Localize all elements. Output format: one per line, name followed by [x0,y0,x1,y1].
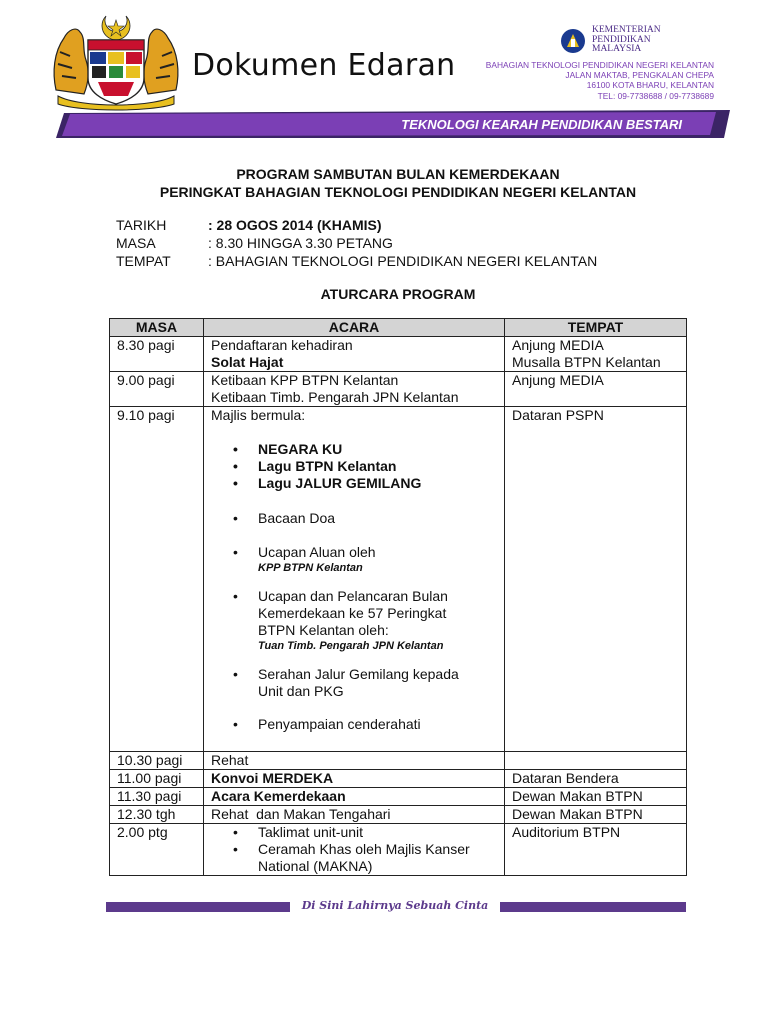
table-row [110,407,687,752]
table-row [110,824,687,876]
list-item: • Taklimat unit-unit [211,824,497,841]
tempat-cell: Anjung MEDIA [505,372,687,407]
list-item: • Bacaan Doa [211,510,497,527]
tempat-cell: Dataran PSPN [505,407,687,752]
masa-cell: 10.30 pagi [110,752,204,770]
schedule-heading: ATURCARA PROGRAM [320,286,476,302]
column-header-tempat: TEMPAT [505,319,687,337]
coat-of-arms-logo [50,12,182,112]
footer-divider-right [500,902,686,912]
masa-cell: 11.30 pagi [110,788,204,806]
masa-cell: 12.30 tgh [110,806,204,824]
acara-cell: Rehat dan Makan Tengahari [204,806,505,824]
list-item: • Ucapan Aluan oleh [211,544,497,561]
table-row [110,372,687,407]
list-item: • Ceramah Khas oleh Majlis Kanser National (MAKNA) [211,841,497,875]
tempat-cell: Dataran Bendera [505,770,687,788]
column-header-acara: ACARA [204,319,505,337]
speaker-name: KPP BTPN Kelantan [258,562,363,574]
tempat-cell: Anjung MEDIA Musalla BTPN Kelantan [505,337,687,372]
acara-cell: Majlis bermula: • NEGARA KU • Lagu BTPN Kelantan • Lagu JALUR GEMILANG • Bacaan Doa • Ucapan Aluan oleh KPP BTPN Kelantan • Ucapan dan Pelancaran Bulan Kemerdekaan ke 57 Peringkat BTPN Kelantan oleh: Tuan Timb. Pengarah JPN Kelantan • Serahan Jalur Gemilang kepada Unit dan PKG • Penyampaian cenderahati [204,407,505,752]
masa-label: MASA [116,235,156,251]
program-title-line-1: PROGRAM SAMBUTAN BULAN KEMERDEKAAN [236,166,560,182]
footer-motto-bar [106,900,686,914]
masa-cell: 9.00 pagi [110,372,204,407]
list-item: • Lagu BTPN Kelantan [211,458,497,475]
acara-cell: Acara Kemerdekaan [204,788,505,806]
office-address: BAHAGIAN TEKNOLOGI PENDIDIKAN NEGERI KELANTAN JALAN MAKTAB, PENGKALAN CHEPA 16100 KOTA BHARU, KELANTAN TEL: 09-7738688 / 09-7738689 [485,60,714,101]
ministry-logo [560,26,720,58]
masa-value: : 8.30 HINGGA 3.30 PETANG [208,235,393,251]
table-header-row [110,319,687,337]
list-item: • Ucapan dan Pelancaran Bulan Kemerdekaan ke 57 Peringkat BTPN Kelantan oleh: [211,588,497,639]
schedule-table [109,318,687,876]
table-row [110,806,687,824]
acara-cell: Ketibaan KPP BTPN Kelantan Ketibaan Timb. Pengarah JPN Kelantan [204,372,505,407]
ministry-emblem-icon [560,28,586,54]
list-item: • Lagu JALUR GEMILANG [211,475,497,492]
tagline-text: TEKNOLOGI KEARAH PENDIDIKAN BESTARI [401,117,682,132]
table-row [110,337,687,372]
table-row [110,770,687,788]
column-header-masa: MASA [110,319,204,337]
speaker-name: Tuan Timb. Pengarah JPN Kelantan [258,640,444,652]
tempat-value: : BAHAGIAN TEKNOLOGI PENDIDIKAN NEGERI KELANTAN [208,253,598,269]
tempat-cell: Dewan Makan BTPN [505,788,687,806]
acara-cell: Konvoi MERDEKA [204,770,505,788]
table-row [110,788,687,806]
tempat-cell: Auditorium BTPN [505,824,687,876]
tempat-cell [505,752,687,770]
document-title: Dokumen Edaran [192,48,456,83]
masa-cell: 8.30 pagi [110,337,204,372]
acara-cell [204,824,505,876]
tempat-cell: Dewan Makan BTPN [505,806,687,824]
masa-cell: 11.00 pagi [110,770,204,788]
footer-motto: Di Sini Lahirnya Sebuah Cinta [301,899,489,912]
tempat-label: TEMPAT [116,253,171,269]
list-item: • NEGARA KU [211,441,497,458]
list-item: • Serahan Jalur Gemilang kepada Unit dan PKG [211,666,497,700]
acara-cell: Pendaftaran kehadiran Solat Hajat [204,337,505,372]
tagline-banner [56,110,730,138]
tarikh-label: TARIKH [116,217,167,233]
tarikh-value: : 28 OGOS 2014 (KHAMIS) [208,217,382,233]
table-row [110,752,687,770]
acara-cell: Rehat [204,752,505,770]
ministry-name: KEMENTERIAN PENDIDIKAN MALAYSIA [592,25,661,54]
masa-cell: 9.10 pagi [110,407,204,752]
masa-cell: 2.00 ptg [110,824,204,876]
program-title-line-2: PERINGKAT BAHAGIAN TEKNOLOGI PENDIDIKAN NEGERI KELANTAN [159,184,637,200]
footer-divider-left [106,902,290,912]
list-item: • Penyampaian cenderahati [211,716,497,733]
